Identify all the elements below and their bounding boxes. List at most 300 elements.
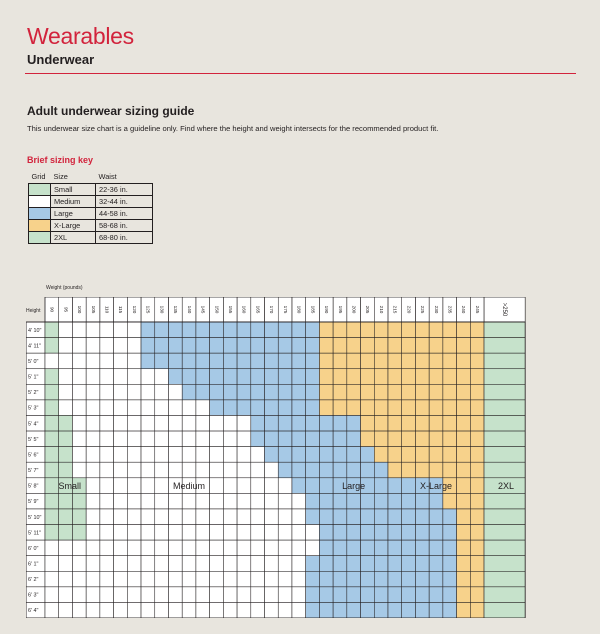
size-cell (292, 369, 306, 385)
size-cell (415, 462, 429, 478)
size-cell (388, 400, 402, 416)
size-chart-grid (26, 297, 539, 618)
size-cell (265, 602, 279, 618)
size-cell (86, 431, 100, 447)
weight-tick-label: 170 (269, 305, 275, 314)
size-cell (457, 525, 471, 541)
size-cell (429, 338, 443, 354)
size-cell (443, 415, 457, 431)
size-cell (361, 525, 375, 541)
size-cell (237, 509, 251, 525)
size-cell (141, 602, 155, 618)
size-cell (251, 587, 265, 603)
size-cell (223, 509, 237, 525)
size-cell (265, 384, 279, 400)
size-cell (470, 478, 484, 494)
size-cell (182, 431, 196, 447)
size-cell (45, 353, 59, 369)
weight-tick-label: 150 (214, 305, 220, 314)
size-cell (470, 587, 484, 603)
size-cell (72, 587, 86, 603)
key-row (29, 207, 153, 219)
size-cell (168, 602, 182, 618)
size-cell (182, 556, 196, 572)
size-cell (457, 462, 471, 478)
size-cell (429, 431, 443, 447)
size-cell (196, 447, 210, 463)
size-cell (457, 415, 471, 431)
size-cell (402, 525, 416, 541)
size-cell (292, 540, 306, 556)
size-cell (114, 540, 128, 556)
size-cell (86, 369, 100, 385)
size-cell (292, 338, 306, 354)
size-cell (265, 493, 279, 509)
size-cell (251, 478, 265, 494)
size-cell (86, 493, 100, 509)
size-cell (100, 540, 114, 556)
weight-tick-label: 95 (63, 306, 69, 313)
size-cell (388, 478, 402, 494)
size-cell (457, 322, 471, 338)
size-cell (237, 384, 251, 400)
size-cell (319, 338, 333, 354)
size-cell (443, 525, 457, 541)
size-cell (429, 322, 443, 338)
size-cell (127, 447, 141, 463)
size-cell (470, 338, 484, 354)
size-cell (155, 556, 169, 572)
weight-tick-label: 215 (392, 305, 398, 314)
size-cell (265, 400, 279, 416)
size-cell (333, 415, 347, 431)
size-cell (59, 462, 73, 478)
height-tick-label: 6' 0" (28, 545, 39, 552)
size-cell (100, 431, 114, 447)
size-cell (127, 400, 141, 416)
size-cell (457, 509, 471, 525)
size-cell (223, 415, 237, 431)
size-cell (306, 338, 320, 354)
size-cell (278, 353, 292, 369)
size-cell (415, 556, 429, 572)
size-cell (251, 509, 265, 525)
size-cell (402, 369, 416, 385)
size-cell (127, 587, 141, 603)
size-cell (114, 602, 128, 618)
size-cell (306, 478, 320, 494)
size-cell (155, 602, 169, 618)
size-cell (114, 509, 128, 525)
size-cell (265, 431, 279, 447)
size-cell (306, 353, 320, 369)
size-cell (100, 571, 114, 587)
size-cell (237, 540, 251, 556)
key-header-waist: Waist (98, 172, 117, 182)
size-cell (86, 478, 100, 494)
size-cell (168, 587, 182, 603)
size-cell (429, 462, 443, 478)
size-cell (484, 462, 525, 478)
size-cell (100, 509, 114, 525)
size-cell (155, 540, 169, 556)
height-tick-label: 4' 11" (28, 343, 42, 350)
height-tick-label: 5' 5" (28, 436, 39, 443)
size-cell (86, 462, 100, 478)
size-cell (415, 493, 429, 509)
size-cell (168, 431, 182, 447)
size-cell (470, 462, 484, 478)
size-cell (333, 400, 347, 416)
size-cell (292, 400, 306, 416)
size-cell (402, 478, 416, 494)
size-cell (251, 415, 265, 431)
size-cell (237, 447, 251, 463)
size-cell (361, 447, 375, 463)
size-cell (457, 353, 471, 369)
size-cell (361, 602, 375, 618)
size-cell (457, 556, 471, 572)
size-cell (141, 447, 155, 463)
size-cell (361, 384, 375, 400)
size-cell (114, 431, 128, 447)
size-cell (361, 540, 375, 556)
key-swatch (29, 219, 51, 231)
size-cell (388, 556, 402, 572)
size-cell (347, 384, 361, 400)
height-tick-label: 5' 1" (28, 374, 39, 381)
size-cell (141, 540, 155, 556)
size-cell (484, 400, 525, 416)
size-cell (59, 369, 73, 385)
size-cell (429, 571, 443, 587)
size-cell (333, 540, 347, 556)
size-cell (86, 556, 100, 572)
key-size: 2XL (51, 231, 96, 243)
size-cell (388, 431, 402, 447)
size-cell (223, 338, 237, 354)
weight-tick-label: 135 (173, 305, 179, 314)
size-cell (415, 602, 429, 618)
key-waist: 68-80 in. (96, 231, 153, 243)
size-cell (237, 556, 251, 572)
size-cell (72, 415, 86, 431)
size-cell (86, 338, 100, 354)
weight-tick-label: 125 (145, 305, 151, 314)
size-cell (278, 509, 292, 525)
size-cell (484, 540, 525, 556)
size-cell (210, 431, 224, 447)
size-cell (251, 525, 265, 541)
size-cell (45, 447, 59, 463)
size-cell (402, 493, 416, 509)
size-cell (100, 447, 114, 463)
size-cell (72, 369, 86, 385)
size-cell (265, 587, 279, 603)
size-cell (251, 400, 265, 416)
size-cell (210, 322, 224, 338)
height-tick-label: 6' 4" (28, 608, 39, 615)
size-cell (210, 587, 224, 603)
size-cell (141, 478, 155, 494)
size-cell (141, 509, 155, 525)
size-cell (292, 447, 306, 463)
size-cell (278, 525, 292, 541)
size-cell (155, 431, 169, 447)
weight-tick-label: 230 (433, 305, 439, 314)
height-tick-label: 5' 6" (28, 452, 39, 459)
size-cell (484, 369, 525, 385)
size-cell (415, 400, 429, 416)
weight-tick-label: 220 (406, 305, 412, 314)
size-cell (415, 525, 429, 541)
size-cell (443, 322, 457, 338)
size-cell (196, 556, 210, 572)
size-cell (484, 338, 525, 354)
size-cell (127, 493, 141, 509)
size-cell (306, 540, 320, 556)
size-cell (237, 493, 251, 509)
size-cell (86, 540, 100, 556)
size-cell (333, 447, 347, 463)
section-title: Wearables (27, 23, 134, 49)
size-cell (361, 322, 375, 338)
size-cell (347, 602, 361, 618)
size-cell (443, 493, 457, 509)
weight-tick-label: 200 (351, 305, 357, 314)
size-cell (374, 587, 388, 603)
size-cell (45, 587, 59, 603)
size-cell (127, 369, 141, 385)
size-cell (443, 462, 457, 478)
size-cell (72, 509, 86, 525)
size-cell (196, 322, 210, 338)
size-cell (402, 602, 416, 618)
size-zone-label: Large (342, 481, 366, 492)
size-cell (402, 571, 416, 587)
size-cell (415, 322, 429, 338)
size-cell (388, 493, 402, 509)
size-cell (100, 493, 114, 509)
size-cell (429, 509, 443, 525)
size-cell (429, 369, 443, 385)
size-cell (347, 509, 361, 525)
size-cell (251, 353, 265, 369)
size-cell (278, 556, 292, 572)
weight-tick-label: 130 (159, 305, 165, 314)
size-cell (86, 447, 100, 463)
size-cell (265, 322, 279, 338)
size-cell (457, 493, 471, 509)
size-cell (402, 338, 416, 354)
size-zone-label: X-Large (420, 481, 453, 492)
size-cell (155, 587, 169, 603)
size-cell (443, 447, 457, 463)
size-cell (86, 587, 100, 603)
size-cell (361, 462, 375, 478)
weight-tick-label: 245 (474, 305, 480, 314)
size-cell (168, 540, 182, 556)
size-cell (45, 478, 59, 494)
size-cell (415, 571, 429, 587)
size-cell (347, 571, 361, 587)
weight-tick-label: 175 (282, 305, 288, 314)
size-cell (415, 415, 429, 431)
size-cell (251, 384, 265, 400)
size-cell (333, 384, 347, 400)
size-cell (415, 431, 429, 447)
size-zone-label: Medium (173, 481, 206, 492)
size-cell (127, 338, 141, 354)
size-cell (100, 556, 114, 572)
size-cell (168, 384, 182, 400)
size-cell (251, 369, 265, 385)
size-cell (72, 540, 86, 556)
size-cell (210, 571, 224, 587)
size-cell (86, 525, 100, 541)
size-cell (402, 431, 416, 447)
size-cell (59, 540, 73, 556)
size-cell (278, 462, 292, 478)
size-cell (319, 353, 333, 369)
size-cell (388, 587, 402, 603)
size-cell (45, 571, 59, 587)
size-cell (470, 369, 484, 385)
size-cell (374, 571, 388, 587)
size-cell (141, 431, 155, 447)
size-cell (127, 540, 141, 556)
size-cell (114, 353, 128, 369)
size-cell (141, 322, 155, 338)
size-cell (374, 493, 388, 509)
size-cell (319, 556, 333, 572)
size-cell (443, 353, 457, 369)
size-cell (470, 447, 484, 463)
size-cell (100, 353, 114, 369)
size-cell (196, 400, 210, 416)
size-cell (210, 447, 224, 463)
weight-tick-label: 110 (104, 305, 110, 314)
size-cell (237, 369, 251, 385)
size-cell (347, 322, 361, 338)
size-cell (319, 431, 333, 447)
size-cell (347, 493, 361, 509)
size-cell (470, 353, 484, 369)
size-cell (251, 447, 265, 463)
size-cell (361, 556, 375, 572)
size-cell (278, 587, 292, 603)
size-cell (361, 415, 375, 431)
size-cell (319, 602, 333, 618)
size-cell (127, 509, 141, 525)
size-cell (223, 540, 237, 556)
size-cell (388, 509, 402, 525)
size-cell (402, 462, 416, 478)
size-cell (292, 602, 306, 618)
size-cell (223, 571, 237, 587)
weight-tick-label: 205 (365, 305, 371, 314)
size-cell (319, 587, 333, 603)
size-cell (306, 493, 320, 509)
size-cell (45, 322, 59, 338)
size-cell (155, 478, 169, 494)
size-cell (45, 400, 59, 416)
size-cell (59, 571, 73, 587)
size-cell (86, 415, 100, 431)
size-cell (374, 478, 388, 494)
size-cell (292, 353, 306, 369)
size-cell (237, 322, 251, 338)
size-cell (388, 353, 402, 369)
height-tick-label: 5' 3" (28, 405, 39, 412)
size-cell (86, 384, 100, 400)
size-cell (155, 462, 169, 478)
height-tick-label: 4' 10" (28, 327, 42, 334)
weight-axis-label: Weight (pounds) (46, 285, 83, 291)
size-cell (155, 384, 169, 400)
size-cell (319, 400, 333, 416)
size-cell (457, 602, 471, 618)
key-swatch (29, 231, 51, 243)
size-cell (72, 493, 86, 509)
size-cell (443, 509, 457, 525)
size-cell (333, 431, 347, 447)
size-cell (100, 415, 114, 431)
size-cell (223, 353, 237, 369)
size-cell (210, 338, 224, 354)
size-cell (182, 384, 196, 400)
size-cell (319, 540, 333, 556)
size-cell (127, 525, 141, 541)
size-cell (265, 478, 279, 494)
size-cell (223, 431, 237, 447)
size-cell (223, 400, 237, 416)
size-cell (429, 556, 443, 572)
height-tick-label: 5' 4" (28, 421, 39, 428)
size-cell (470, 431, 484, 447)
key-size: X-Large (51, 219, 96, 231)
size-cell (210, 556, 224, 572)
size-cell (415, 353, 429, 369)
weight-tick-label: 235 (447, 305, 453, 314)
size-cell (59, 338, 73, 354)
size-cell (265, 509, 279, 525)
size-cell (470, 571, 484, 587)
size-cell (278, 478, 292, 494)
size-cell (72, 400, 86, 416)
size-cell (374, 509, 388, 525)
weight-tick-label: 140 (186, 305, 192, 314)
size-cell (292, 493, 306, 509)
key-swatch (29, 183, 51, 195)
size-cell (347, 587, 361, 603)
size-cell (237, 462, 251, 478)
size-zone-label: 2XL (497, 481, 514, 492)
size-cell (306, 431, 320, 447)
size-cell (72, 602, 86, 618)
size-cell (168, 571, 182, 587)
size-cell (127, 571, 141, 587)
size-cell (237, 571, 251, 587)
size-cell (127, 415, 141, 431)
size-cell (265, 353, 279, 369)
size-cell (59, 322, 73, 338)
size-cell (347, 431, 361, 447)
size-cell (45, 602, 59, 618)
size-cell (251, 602, 265, 618)
size-cell (278, 447, 292, 463)
size-cell (333, 587, 347, 603)
